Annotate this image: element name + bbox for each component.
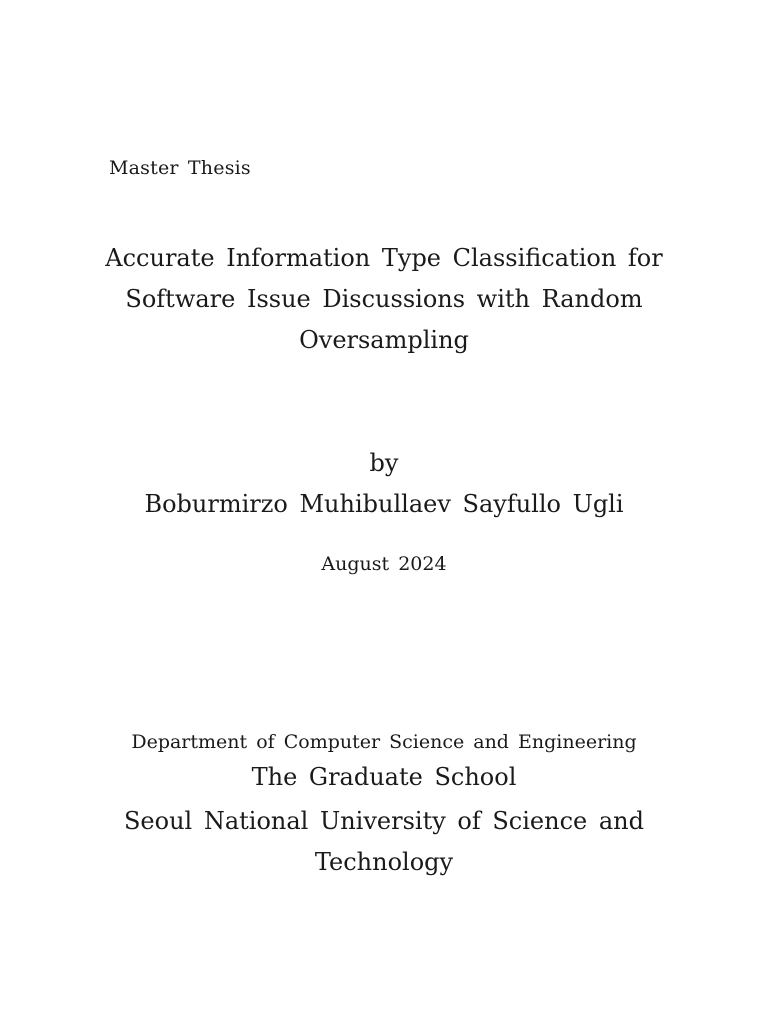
by-label: by xyxy=(369,449,399,477)
school-name: The Graduate School xyxy=(251,763,517,791)
thesis-type: Master Thesis xyxy=(109,157,251,179)
author-name: Boburmirzo Muhibullaev Sayfullo Ugli xyxy=(144,490,624,518)
department-name: Department of Computer Science and Engineering xyxy=(131,731,637,753)
title-line: Oversampling xyxy=(299,326,469,354)
title-line: Software Issue Discussions with Random xyxy=(125,285,643,313)
university-line: Seoul National University of Science and xyxy=(123,807,644,835)
title-line: Accurate Information Type Classification for xyxy=(105,244,663,272)
university-line: Technology xyxy=(314,848,454,876)
submission-date: August 2024 xyxy=(321,553,447,575)
thesis-title xyxy=(84,238,684,361)
university-name xyxy=(84,801,684,883)
